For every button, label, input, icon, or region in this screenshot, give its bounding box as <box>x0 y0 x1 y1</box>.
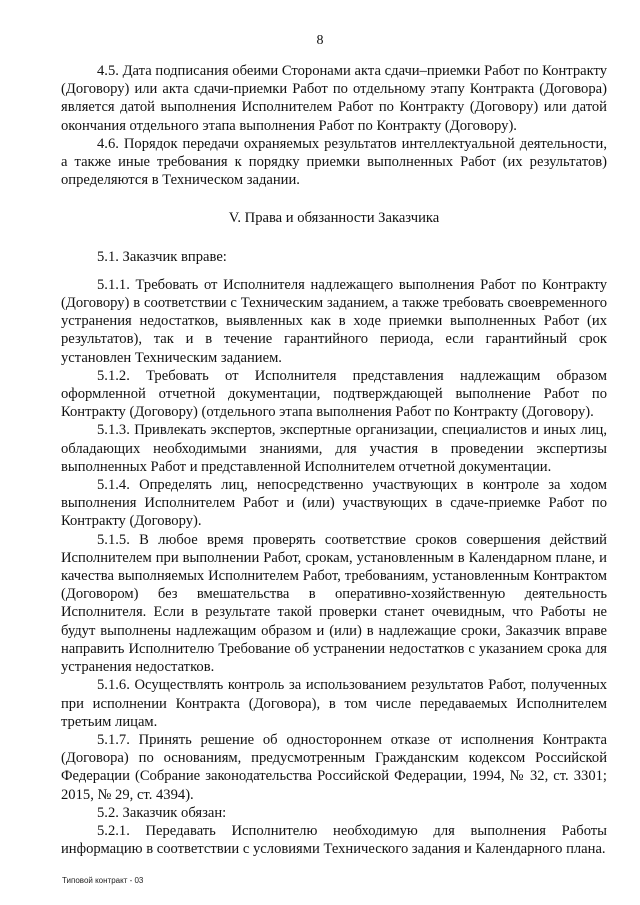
paragraph-5-1-4: 5.1.4. Определять лиц, непосредственно участвующих в контроле за ходом выполнения Исполнителем Работ и (или) участвующих в сдаче-приемке Работ по Контракту (Договору). <box>61 477 607 530</box>
paragraph-5-1-5: 5.1.5. В любое время проверять соответствие сроков совершения действий Исполнителем при выполнении Работ, срокам, установленным в Календарном плане, и качества выполняемых Исполнителем Работ, требованиям, установленным Контрактом (Договором) без вмешательства в оперативно-хозяйственную деятельность Исполнителя. Если в результате такой проверки станет очевидным, что Работы не будут выполнены надлежащим образом и (или) в надлежащие сроки, Заказчик вправе направить Исполнителю Требование об устранении недостатков с указанием срока для устранения недостатков. <box>61 531 607 676</box>
paragraph-4-5: 4.5. Дата подписания обеими Сторонами акта сдачи–приемки Работ по Контракту (Договору) или акта сдачи-приемки Работ по отдельному этапу Контракта (Договора) является датой выполнения Исполнителем Работ по Контракту (Договору) или датой окончания отдельного этапа выполнения Работ по Контракту (Договору). <box>61 63 607 134</box>
paragraph-5-2-1: 5.2.1. Передавать Исполнителю необходимую для выполнения Работы информацию в соответствии с условиями Технического задания и Календарного плана. <box>61 822 607 858</box>
footer-label: Типовой контракт - 03 <box>62 876 144 885</box>
page-number: 8 <box>316 33 324 48</box>
paragraph-5-1-2: 5.1.2. Требовать от Исполнителя представления надлежащим образом оформленной отчетной документации, подтверждающей выполнение Работ по Контракту (Договору) (отдельного этапа выполнения Работ по Контракту (Договору). <box>61 367 607 421</box>
paragraph-5-1-1: 5.1.1. Требовать от Исполнителя надлежащего выполнения Работ по Контракту (Договору) в соответствии с Техническим заданием, а также требовать своевременного устранения недостатков, выявленных как в ходе приемки выполненных Работ (их результатов), так и в течение гарантийного периода, если гарантийный срок установлен Техническим заданием. <box>61 276 607 366</box>
paragraph-5-1-7: 5.1.7. Принять решение об одностороннем отказе от исполнения Контракта (Договора) по основаниям, предусмотренным Гражданским кодексом Российской Федерации (Собрание законодательства Российской Федерации, 1994, № 32, ст. 3301; 2015, № 29, ст. 4394). <box>61 731 607 803</box>
paragraph-5-1-6: 5.1.6. Осуществлять контроль за использованием результатов Работ, полученных при исполнении Контракта (Договора), в том числе передаваемых Исполнителем третьим лицам. <box>61 677 607 730</box>
section-heading: V. Права и обязанности Заказчика <box>228 210 440 227</box>
document-body <box>61 62 607 858</box>
paragraph-5-2: 5.2. Заказчик обязан: <box>97 804 227 821</box>
paragraph-4-6: 4.6. Порядок передачи охраняемых результатов интеллектуальной деятельности, а также иные требования к порядку приемки выполненных Работ (их результатов) определяются в Техническом задании. <box>61 135 607 189</box>
paragraph-5-1-3: 5.1.3. Привлекать экспертов, экспертные организации, специалистов и иных лиц, обладающих необходимыми знаниями, для участия в проведении экспертизы выполненных Работ и представленной Исполнителем отчетной документации. <box>61 422 607 475</box>
paragraph-5-1: 5.1. Заказчик вправе: <box>97 248 227 265</box>
